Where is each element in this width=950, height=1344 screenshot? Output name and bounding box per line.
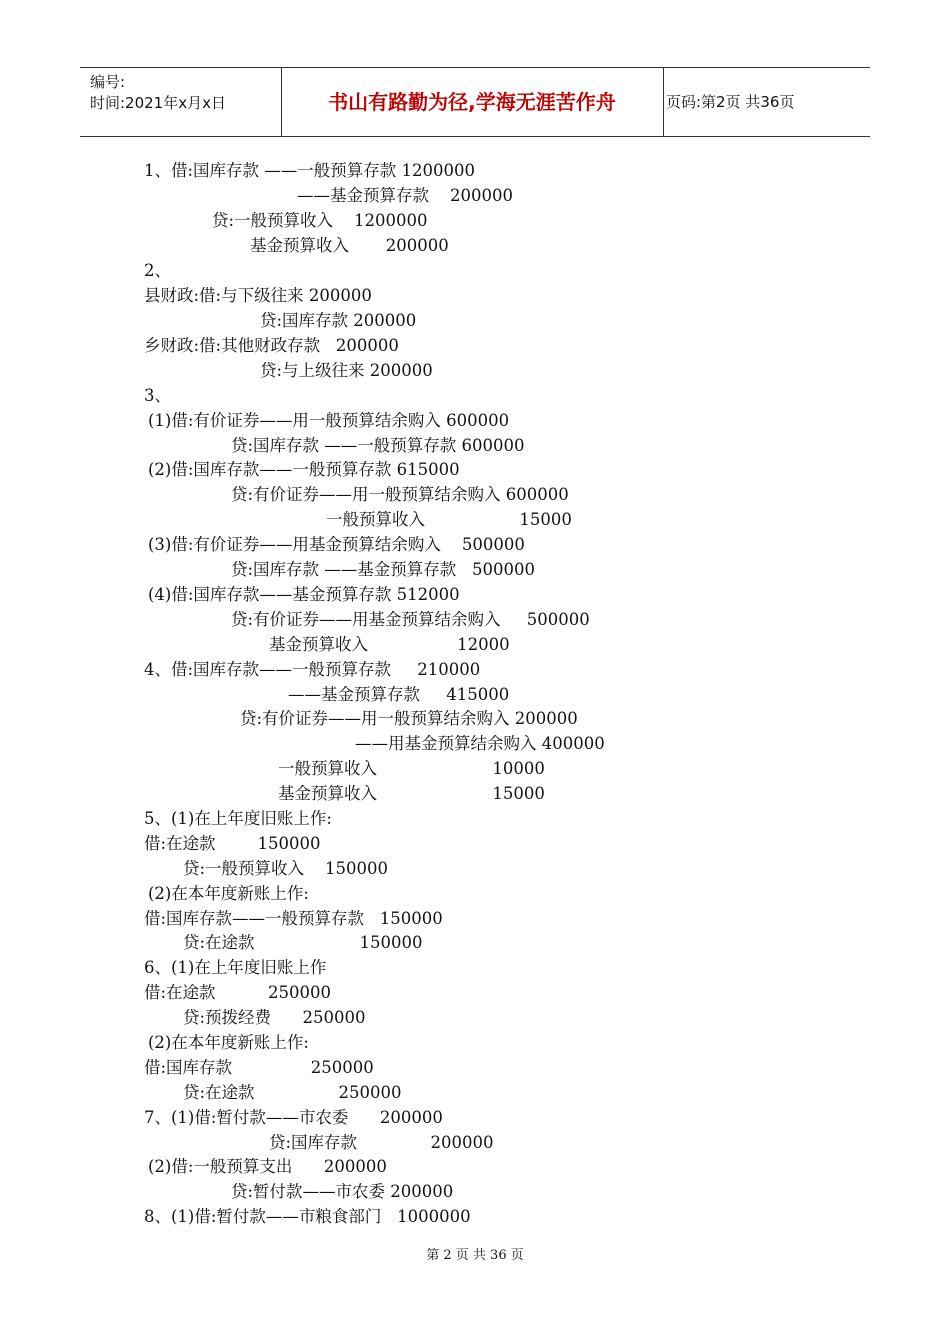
page-header (80, 67, 870, 137)
entry-line: ——基金预算存款 200000 (297, 186, 513, 205)
document-number-label: 编号: (90, 73, 126, 91)
entry-line: 贷:国库存款 ——一般预算存款 600000 (231, 436, 525, 455)
entry-line: 贷:国库存款 200000 (269, 1133, 494, 1152)
entry-line: 借:在途款 250000 (144, 983, 331, 1002)
entry-line: 乡财政:借:其他财政存款 200000 (144, 336, 399, 355)
entry-line: 贷:暂付款——市农委 200000 (231, 1182, 454, 1201)
header-divider (281, 68, 282, 136)
entry-line: (4)借:国库存款——基金预算存款 512000 (148, 585, 460, 604)
entry-line: 贷:国库存款 200000 (260, 311, 417, 330)
entry-line: 基金预算收入 15000 (278, 784, 545, 803)
header-page-info: 页码:第2页 共36页 (666, 93, 795, 111)
entry-line: 4、借:国库存款——一般预算存款 210000 (144, 660, 481, 679)
entry-line: (3)借:有价证券——用基金预算结余购入 500000 (148, 535, 525, 554)
entry-line: 7、(1)借:暂付款——市农委 200000 (144, 1108, 443, 1127)
entry-line: 贷:在途款 150000 (183, 933, 423, 952)
entry-line: 贷:有价证券——用基金预算结余购入 500000 (231, 610, 590, 629)
entry-line: 5、(1)在上年度旧账上作: (144, 809, 332, 828)
entry-line: 贷:在途款 250000 (183, 1083, 402, 1102)
entry-line: 贷:有价证券——用一般预算结余购入 600000 (231, 485, 569, 504)
entry-line: (2)在本年度新账上作: (148, 884, 309, 903)
entry-line: 8、(1)借:暂付款——市粮食部门 1000000 (144, 1207, 471, 1226)
header-motto: 书山有路勤为径,学海无涯苦作舟 (328, 90, 616, 114)
entry-line: 贷:国库存款 ——基金预算存款 500000 (231, 560, 536, 579)
entry-line: 借:国库存款——一般预算存款 150000 (144, 909, 443, 928)
entry-line: 1、借:国库存款 ——一般预算存款 1200000 (144, 161, 476, 180)
page-footer: 第 2 页 共 36 页 (426, 1248, 524, 1263)
entry-line: 2、 (144, 261, 171, 280)
entry-line: 借:国库存款 250000 (144, 1058, 374, 1077)
entry-line: (1)借:有价证券——用一般预算结余购入 600000 (148, 411, 510, 430)
entry-line: 贷:与上级往来 200000 (260, 361, 433, 380)
entry-line: ——用基金预算结余购入 400000 (355, 734, 605, 753)
entry-line: 贷:有价证券——用一般预算结余购入 200000 (240, 709, 578, 728)
document-time-label: 时间:2021年x月x日 (90, 94, 226, 112)
entry-line: 一般预算收入 15000 (326, 510, 572, 529)
entry-line: (2)借:一般预算支出 200000 (148, 1157, 387, 1176)
entry-line: 基金预算收入 12000 (269, 635, 510, 654)
entry-line: 贷:一般预算收入 150000 (183, 859, 389, 878)
entry-line: (2)在本年度新账上作: (148, 1033, 309, 1052)
header-divider (663, 68, 664, 136)
entry-line: 借:在途款 150000 (144, 834, 321, 853)
entry-line: 基金预算收入 200000 (250, 236, 449, 255)
entry-line: 3、 (144, 386, 171, 405)
entry-line: ——基金预算存款 415000 (288, 685, 510, 704)
entry-line: 县财政:借:与下级往来 200000 (144, 286, 372, 305)
entry-line: 贷:预拨经费 250000 (183, 1008, 366, 1027)
entry-line: 贷:一般预算收入 1200000 (212, 211, 428, 230)
entry-line: 一般预算收入 10000 (278, 759, 545, 778)
entry-line: (2)借:国库存款——一般预算存款 615000 (148, 460, 460, 479)
header-left-block (90, 72, 226, 114)
entry-line: 6、(1)在上年度旧账上作 (144, 958, 327, 977)
